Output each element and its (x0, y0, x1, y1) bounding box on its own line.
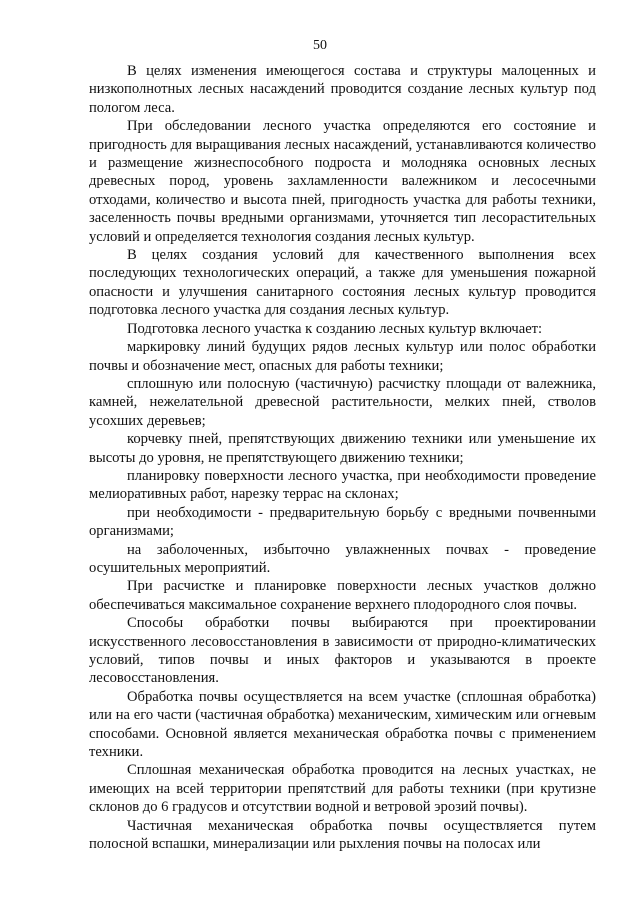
body-text (89, 62, 596, 853)
list-item: при необходимости - предварительную борьбу с вредными почвенными организмами; (89, 504, 596, 540)
paragraph: Обработка почвы осуществляется на всем участке (сплошная обработка) или на его части (частичная обработка) механическим, химическим или огневым способами. Основной является механическая обработка почвы с применением техники. (89, 688, 596, 761)
paragraph: Сплошная механическая обработка проводится на лесных участках, не имеющих на всей территории препятствий для работы техники (при крутизне склонов до 6 градусов и отсутствии водной и ветровой эрозий почвы). (89, 762, 596, 816)
paragraph: В целях создания условий для качественного выполнения всех последующих технологических операций, а также для уменьшения пожарной опасности и улучшения санитарного состояния лесных культур проводится подготовка лесного участка для создания лесных культур. (89, 247, 596, 319)
paragraph: При обследовании лесного участка определяются его состояние и пригодность для выращивания лесных насаждений, устанавливаются количество и размещение жизнеспособного подроста и молодняка основных лесных древесных пород, уровень захламленности валежником и лесосечными отходами, количество и высота пней, пригодность участка для работы техники, заселенность почвы вредными организмами, уточняется тип лесорастительных условий и определяется технология создания лесных культур. (89, 118, 596, 245)
list-item: маркировку линий будущих рядов лесных культур или полос обработки почвы и обозначение мест, опасных для работы техники; (89, 339, 596, 374)
paragraph: Частичная механическая обработка почвы осуществляется путем полосной вспашки, минерализации или рыхления почвы на полосах или (89, 817, 596, 853)
paragraph: Способы обработки почвы выбираются при проектировании искусственного лесовосстановления в зависимости от природно-климатических условий, типов почвы и иных факторов и указываются в проекте лесовосстановления. (89, 615, 596, 687)
paragraph: В целях изменения имеющегося состава и структуры малоценных и низкополнотных лесных насаждений проводится создание лесных культур под пологом леса. (89, 63, 596, 116)
list-item: планировку поверхности лесного участка, при необходимости проведение мелиоративных работ, нарезку террас на склонах; (89, 467, 596, 503)
paragraph: Подготовка лесного участка к созданию лесных культур включает: (127, 320, 543, 337)
paragraph: При расчистке и планировке поверхности лесных участков должно обеспечиваться максимальное сохранение верхнего плодородного слоя почвы. (89, 578, 596, 613)
list-item: корчевку пней, препятствующих движению техники или уменьшение их высоты до уровня, не препятствующего движению техники; (89, 431, 596, 466)
list-item: сплошную или полосную (частичную) расчистку площади от валежника, камней, нежелательной древесной растительности, мелких пней, стволов усохших деревьев; (89, 375, 596, 429)
page-number: 50 (313, 38, 327, 53)
list-item: на заболоченных, избыточно увлажненных почвах - проведение осушительных мероприятий. (89, 541, 596, 576)
